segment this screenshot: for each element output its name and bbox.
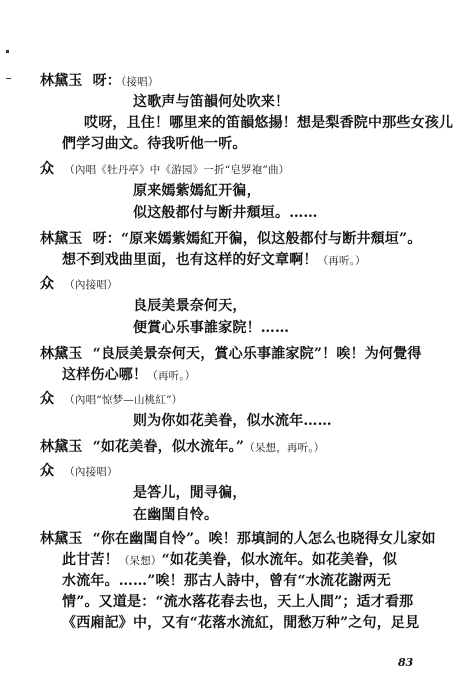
page-number: 83	[398, 656, 414, 669]
speaker-name: 众	[40, 391, 55, 407]
text-line	[40, 160, 289, 179]
text-line	[133, 182, 261, 200]
speaker-name: 林黛玉	[40, 346, 83, 362]
text-line	[133, 506, 218, 524]
dialogue-text: 在幽閨自怜。	[133, 507, 219, 523]
text-line	[62, 251, 366, 270]
dialogue-text: 想不到戏曲里面，也有这样的好文章啊！	[62, 252, 318, 268]
text-line	[40, 275, 118, 294]
dialogue-text: 此甘苦！	[62, 552, 119, 568]
dialogue-text: 們学习曲文。待我听他一听。	[62, 136, 247, 152]
text-line	[133, 319, 289, 337]
speaker-name: 林黛玉	[40, 73, 83, 89]
dialogue-text: 哎呀，且住！哪里来的笛韻悠揚！想是梨香院中那些女孩儿	[84, 115, 454, 131]
speaker-name: 林黛玉	[40, 231, 83, 247]
dialogue-text: “如花美眷，似水流年。如花美眷，似	[161, 552, 398, 568]
text-line	[133, 204, 318, 222]
text-line	[62, 135, 247, 153]
stage-direction: （呆想，再听。）	[244, 442, 325, 454]
margin-mark	[6, 78, 11, 79]
text-line	[62, 572, 391, 590]
text-line	[40, 72, 159, 91]
text-line	[40, 438, 324, 457]
text-line	[62, 614, 419, 632]
dialogue-text: 水流年。……”唉！那古人詩中，曾有“水流花謝两无	[62, 573, 391, 589]
text-line	[40, 390, 182, 409]
dialogue-text: 则为你如花美眷，似水流年……	[133, 413, 332, 429]
speaker-name: 林黛玉	[40, 439, 83, 455]
stage-direction: （內唱“惊梦—山桃紅”）	[64, 394, 183, 406]
text-line	[84, 114, 453, 132]
text-line	[62, 551, 397, 570]
dialogue-text: 呀：	[92, 73, 122, 89]
dialogue-text: 《西廂記》中，又有“花落水流紅，閒愁万种”之句，足見	[62, 615, 420, 631]
stage-direction: （內接唱）	[64, 466, 118, 478]
margin-mark	[6, 50, 9, 53]
speaker-name: 林黛玉	[40, 531, 83, 547]
dialogue-text: 这样伤心哪！	[62, 367, 148, 383]
text-line	[40, 530, 436, 548]
text-line	[133, 93, 289, 111]
dialogue-text: 呀：“原来嫣紫嫣紅开徧，似这般都付与断井頹垣”。	[92, 231, 422, 247]
dialogue-text: 原来嫣紫嫣紅开徧，	[133, 183, 261, 199]
stage-direction: （內接唱）	[64, 279, 118, 291]
speaker-name: 众	[40, 161, 55, 177]
dialogue-text: 情”。又道是：“流水落花春去也，天上人間”；适才看那	[62, 594, 414, 610]
dialogue-text: 似这般都付与断井頹垣。……	[133, 205, 318, 221]
dialogue-text: “良辰美景奈何天，賞心乐事誰家院”！唉！为何覺得	[92, 346, 422, 362]
stage-direction: （再听。）	[147, 370, 196, 382]
speaker-name: 众	[40, 463, 55, 479]
stage-direction: （再听。）	[317, 255, 366, 267]
speaker-name: 众	[40, 276, 55, 292]
text-line	[62, 366, 195, 385]
stage-direction: （呆想）	[118, 555, 162, 567]
text-line	[40, 345, 422, 363]
text-line	[62, 593, 413, 611]
text-line	[40, 462, 118, 481]
dialogue-text: “如花美眷，似水流年。”	[92, 439, 245, 455]
text-line	[133, 484, 247, 502]
dialogue-text: “你在幽閨自怜”。唉！那填詞的人怎么也晓得女儿家如	[92, 531, 436, 547]
dialogue-text: 这歌声与笛韻何处吹来！	[133, 94, 290, 110]
text-line	[40, 230, 422, 248]
dialogue-text: 便賞心乐事誰家院！……	[133, 320, 290, 336]
text-line	[133, 297, 247, 315]
stage-direction: （接唱）	[121, 76, 159, 88]
dialogue-text: 良辰美景奈何天，	[133, 298, 247, 314]
dialogue-text: 是答儿，閒寻徧，	[133, 485, 247, 501]
stage-direction: （內唱《牡丹亭》中《游园》一折“皂罗袍”曲）	[64, 164, 290, 176]
text-line	[133, 412, 332, 430]
